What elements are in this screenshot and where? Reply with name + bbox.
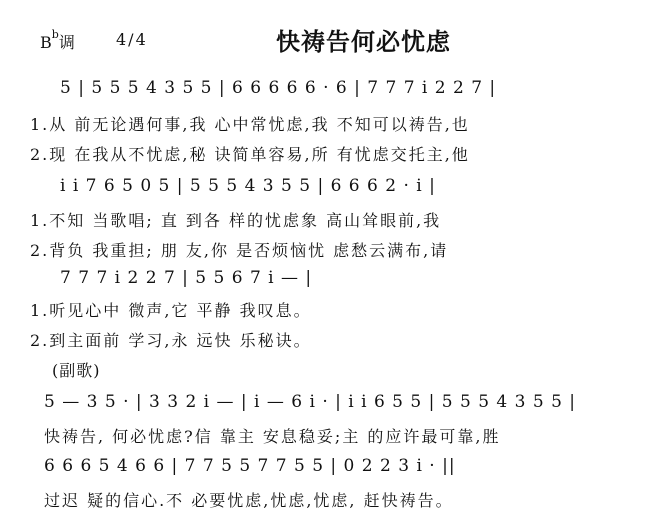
key-suffix: 调 — [58, 33, 75, 52]
lyric-line-1: 1.从 前无论遇何事,我 心中常忧虑,我 不知可以祷告,也 — [30, 115, 470, 134]
key-letter: B — [40, 33, 52, 52]
time-signature: 4/4 — [116, 30, 148, 49]
lyric-line-4: 2.背负 我重担; 朋 友,你 是否烦恼忧 虑愁云满布,请 — [30, 241, 449, 260]
notation-line-3: 7 7 7 i 2 2 7 | 5 5 6 7 i — | — [60, 268, 313, 288]
notation-line-5: 6 6 6 5 4 6 6 | 7 7 5 5 7 7 5 5 | 0 2 2 3 i · || — [44, 456, 456, 476]
notation-line-2: i i 7 6 5 0 5 | 5 5 5 4 3 5 5 | 6 6 6 2 · i | — [60, 176, 436, 196]
lyric-line-2: 2.现 在我从不忧虑,秘 诀简单容易,所 有忧虑交托主,他 — [30, 145, 470, 164]
notation-line-4: 5 — 3 5 · | 3 3 2 i — | i — 6 i · | i i 6 5 5 | 5 5 5 4 3 5 5 | — [44, 392, 577, 412]
song-title: 快祷告何必忧虑 — [276, 27, 451, 56]
notation-line-1: 5 | 5 5 5 4 3 5 5 | 6 6 6 6 6 · 6 | 7 7 7 i 2 2 7 | — [60, 78, 497, 98]
lyric-line-8: 过迟 疑的信心.不 必要忧虑,忧虑,忧虑, 赶快祷告。 — [44, 491, 454, 510]
lyric-line-5: 1.听见心中 微声,它 平静 我叹息。 — [30, 301, 312, 320]
lyric-line-6: 2.到主面前 学习,永 远快 乐秘诀。 — [30, 331, 312, 350]
lyric-line-3: 1.不知 当歌唱; 直 到各 样的忧虑象 高山耸眼前,我 — [30, 211, 442, 230]
flat-symbol: b — [51, 27, 59, 41]
chorus-label: (副歌) — [52, 361, 101, 380]
key-signature — [40, 27, 75, 53]
lyric-line-7: 快祷告, 何必忧虑?信 靠主 安息稳妥;主 的应许最可靠,胜 — [44, 427, 501, 446]
